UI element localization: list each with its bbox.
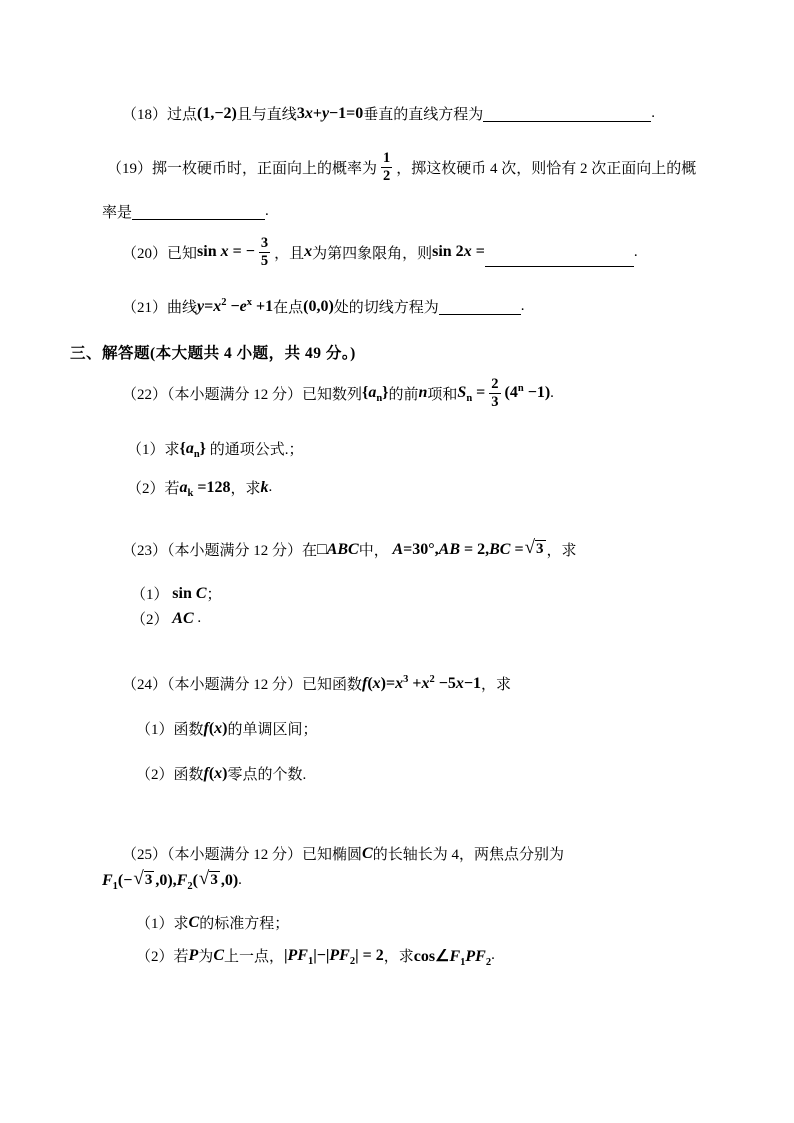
text-run: （18）过点 xyxy=(122,107,198,123)
math-run: P xyxy=(188,946,199,964)
text-run: 在点 xyxy=(273,300,304,316)
math-run: ,0) xyxy=(220,871,239,889)
fraction-numerator: 3 xyxy=(260,235,269,251)
text-run: （1）函数 xyxy=(136,722,204,738)
text-run: （19）掷一枚硬币时，正面向上的概率为 xyxy=(107,160,378,177)
text-run: 的标准方程； xyxy=(199,916,290,932)
text-run: （2）若 xyxy=(136,949,189,965)
square-root xyxy=(198,868,220,890)
math-run: $\{a_n\}$ xyxy=(179,439,206,460)
question-22-part-2 xyxy=(127,477,272,498)
math-run: $f(x)=x^3 +x^2 -5x-1$ xyxy=(362,673,481,692)
text-run: ； xyxy=(206,587,222,603)
math-run: $\cos\angle F_1PF_2$ xyxy=(413,947,492,968)
text-run: （2）函数 xyxy=(136,767,204,783)
math-run: $(4^n -1)$ xyxy=(504,383,551,402)
answer-blank xyxy=(485,250,634,267)
question-25 xyxy=(122,843,564,864)
fraction-denominator: 3 xyxy=(491,393,499,410)
text-run: ，掷这枚硬币 4 次，则恰有 2 次正面向上的概 xyxy=(396,160,697,177)
math-run: sin C xyxy=(172,584,207,602)
section-heading: 三、解答题(本大题共 4 小题，共 49 分。) xyxy=(70,345,356,362)
text-run: . xyxy=(491,947,495,963)
text-run: （20）已知 xyxy=(122,245,198,262)
question-24-part-1 xyxy=(136,718,318,739)
text-run: （1）求 xyxy=(127,442,180,458)
text-run: 的前 xyxy=(388,386,419,403)
text-run: . xyxy=(651,105,656,121)
question-23 xyxy=(122,539,577,560)
text-run: 为第四象限角，则 xyxy=(312,245,433,262)
question-24 xyxy=(122,673,511,694)
math-run: $\{a_n\}$ xyxy=(362,384,389,405)
math-run: A=30°,AB = 2,BC = xyxy=(392,540,524,558)
text-run: . xyxy=(268,479,273,495)
math-run: □ABC xyxy=(317,540,359,558)
text-run: 处的切线方程为 xyxy=(333,300,439,316)
text-run: ，求 xyxy=(481,677,512,693)
math-run: f(x) xyxy=(203,764,228,782)
question-21 xyxy=(122,296,525,317)
text-run: 为 xyxy=(198,949,214,965)
radicand: 3 xyxy=(536,541,544,557)
math-run: AC xyxy=(172,609,194,627)
square-root xyxy=(133,868,154,890)
answer-blank xyxy=(439,298,521,315)
text-run: （25）（本小题满分 12 分）已知椭圆 xyxy=(122,847,363,863)
fraction xyxy=(489,376,500,410)
math-run: f(x) xyxy=(203,719,228,737)
math-run: (1,−2) xyxy=(197,104,237,122)
radical-sign-icon: √ xyxy=(524,537,536,558)
question-23-part-1 xyxy=(131,583,222,604)
question-25-part-2 xyxy=(136,945,495,966)
math-run: k xyxy=(260,478,269,496)
text-run: 的单调区间； xyxy=(227,722,318,738)
radical-sign-icon: √ xyxy=(133,868,144,889)
text-run: 中， xyxy=(358,543,393,559)
text-run: . xyxy=(238,872,242,888)
question-19-continuation xyxy=(102,201,269,222)
fraction-denominator: 5 xyxy=(260,252,269,269)
question-25-foci-line xyxy=(102,868,242,892)
answer-blank xyxy=(132,203,265,220)
text-run: （2） xyxy=(131,612,173,628)
question-22-part-1 xyxy=(127,438,304,459)
math-run: $S_n$ = xyxy=(457,384,486,405)
text-run: （24）（本小题满分 12 分）已知函数 xyxy=(122,677,363,693)
math-run: C xyxy=(362,844,373,862)
text-run: ，且 xyxy=(274,245,305,262)
text-run: ，求 xyxy=(546,543,577,559)
text-run: . xyxy=(633,243,638,260)
fraction-numerator: 2 xyxy=(491,376,499,392)
text-run: （22）（本小题满分 12 分）已知数列 xyxy=(122,386,363,403)
math-run: $a_k =128$ xyxy=(179,478,231,499)
question-23-part-2 xyxy=(131,608,201,629)
text-run: 垂直的直线方程为 xyxy=(363,107,484,123)
text-run: （23）（本小题满分 12 分）在 xyxy=(122,543,318,559)
text-run: （21）曲线 xyxy=(122,300,198,316)
text-run: （1） xyxy=(131,587,173,603)
math-run: (0,0) xyxy=(303,297,334,315)
question-24-part-2 xyxy=(136,763,306,784)
math-run: $|PF_1|-|PF_2| = 2$ xyxy=(284,946,384,967)
math-run: x xyxy=(304,243,313,261)
fraction-denominator: 2 xyxy=(383,167,391,184)
fraction xyxy=(259,235,270,269)
math-run: $,0),F_2$( xyxy=(155,871,198,892)
text-run: 的通项公式.； xyxy=(205,442,304,458)
question-18 xyxy=(122,103,655,124)
text-run: 率是 xyxy=(102,205,133,221)
question-22 xyxy=(122,376,554,410)
math-run: n xyxy=(418,384,428,402)
math-run: $y=x^2 -e^x +1$ xyxy=(197,296,274,315)
text-run: ，求 xyxy=(230,481,261,497)
radicand: 3 xyxy=(144,872,153,888)
fraction-numerator: 1 xyxy=(383,150,391,166)
math-run: sin x = − xyxy=(197,243,255,261)
text-run: . xyxy=(520,298,525,314)
math-run: sin 2x = xyxy=(432,243,485,261)
text-run: ，求 xyxy=(383,949,414,965)
square-root xyxy=(524,537,546,559)
math-run: 3x+y−1=0 xyxy=(296,104,364,122)
text-run: （1）求 xyxy=(136,916,189,932)
text-run: . xyxy=(550,384,554,401)
math-run: C xyxy=(213,946,224,964)
text-run: （2）若 xyxy=(127,481,180,497)
question-25-part-1 xyxy=(136,912,289,933)
text-run: 项和 xyxy=(427,386,458,403)
text-run: 上一点， xyxy=(223,949,284,965)
math-run: $F_1(-$ xyxy=(102,871,133,892)
text-run: . xyxy=(265,203,269,219)
radical-sign-icon: √ xyxy=(198,868,210,889)
radicand: 3 xyxy=(210,872,218,888)
text-run: 且与直线 xyxy=(236,107,297,123)
text-run: 的长轴长为 4，两焦点分别为 xyxy=(372,847,564,863)
text-run: 零点的个数. xyxy=(227,767,307,783)
fraction xyxy=(381,150,392,184)
math-run: C xyxy=(188,913,200,931)
text-run: . xyxy=(193,610,202,626)
question-19 xyxy=(107,150,696,184)
answer-blank xyxy=(483,105,651,122)
question-20 xyxy=(122,235,638,269)
